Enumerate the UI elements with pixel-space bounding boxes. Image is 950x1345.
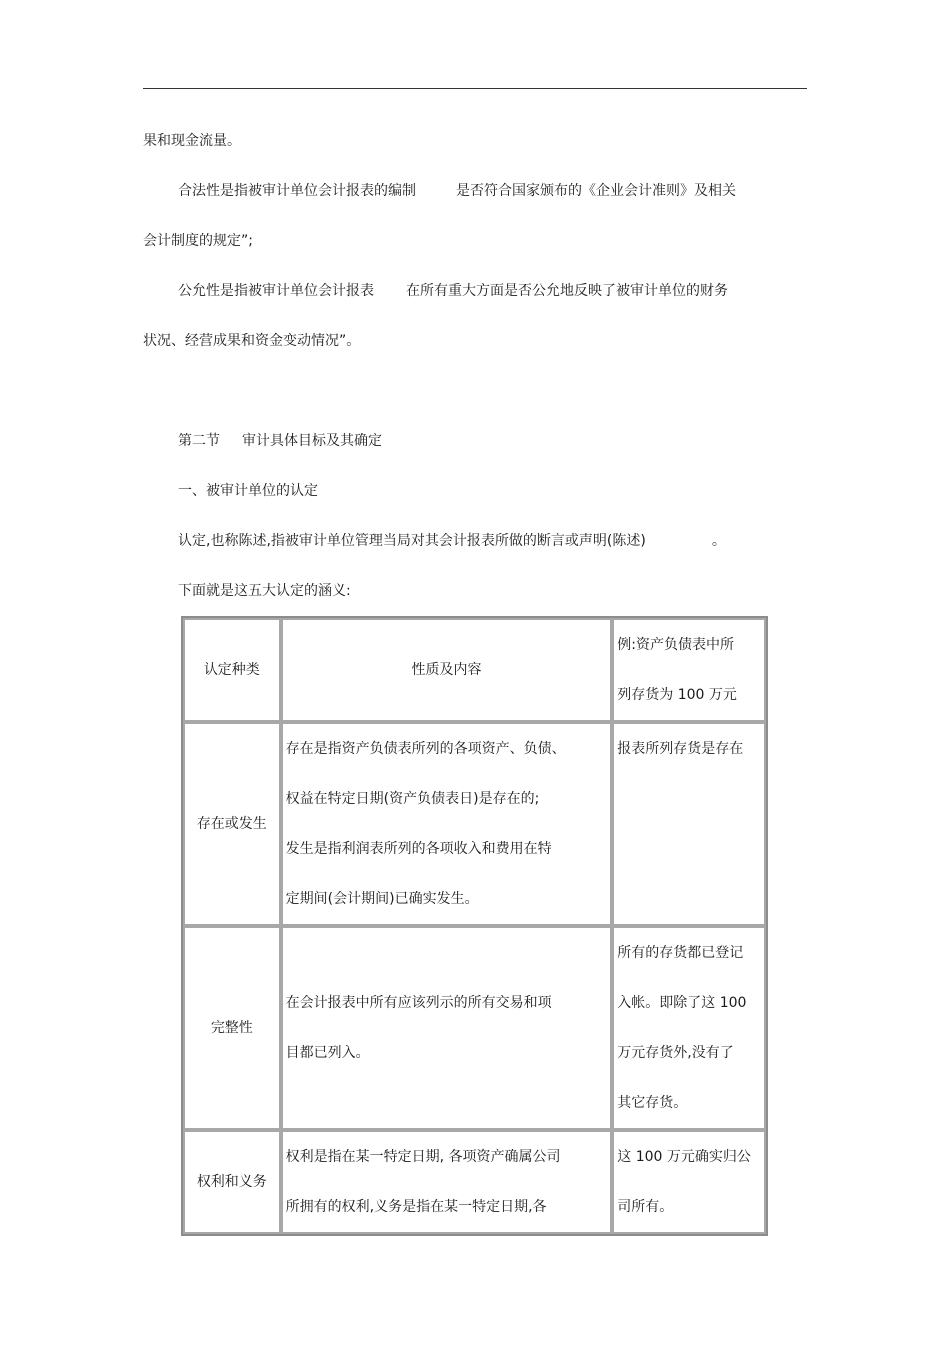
paragraph-intro: 下面就是这五大认定的涵义: xyxy=(178,583,351,599)
row-content: 权利是指在某一特定日期, 各项资产确属公司 所拥有的权利,义务是指在某一特定日期,各 xyxy=(281,1130,613,1234)
assertions-table xyxy=(181,616,768,1236)
row-category: 存在或发生 xyxy=(183,722,281,926)
header-category: 认定种类 xyxy=(183,618,281,722)
section-heading xyxy=(178,431,382,451)
section-number: 第二节 xyxy=(178,433,220,449)
table-row xyxy=(183,1130,766,1234)
row-category: 完整性 xyxy=(183,926,281,1130)
row-content: 在会计报表中所有应该列示的所有交易和项 目都已列入。 xyxy=(281,926,613,1130)
subheading: 一、被审计单位的认定 xyxy=(178,483,318,499)
row-example: 报表所列存货是存在 xyxy=(612,722,766,926)
row-content: 存在是指资产负债表所列的各项资产、负债、 权益在特定日期(资产负债表日)是存在的; 发生是指利润表所列的各项收入和费用在特 定期间(会计期间)已确实发生。 xyxy=(281,722,613,926)
paragraph-fairness-cont: 状况、经营成果和资金变动情况”。 xyxy=(143,333,361,349)
header-rule xyxy=(143,88,807,89)
paragraph-legality: 合法性是指被审计单位会计报表的编制 是否符合国家颁布的《企业会计准则》及相关 xyxy=(178,183,736,199)
paragraph-fairness: 公允性是指被审计单位会计报表 在所有重大方面是否公允地反映了被审计单位的财务 xyxy=(178,283,728,299)
header-content: 性质及内容 xyxy=(281,618,613,722)
row-category: 权利和义务 xyxy=(183,1130,281,1234)
table-header-row xyxy=(183,618,766,722)
paragraph-assertion-def: 认定,也称陈述,指被审计单位管理当局对其会计报表所做的断言或声明(陈述) 。 xyxy=(178,533,726,549)
header-example: 例:资产负债表中所 列存货为 100 万元 xyxy=(612,618,766,722)
table-row xyxy=(183,926,766,1130)
paragraph-legality-cont: 会计制度的规定”; xyxy=(143,233,253,249)
section-title: 审计具体目标及其确定 xyxy=(242,433,382,449)
row-example: 所有的存货都已登记 入帐。即除了这 100 万元存货外,没有了 其它存货。 xyxy=(612,926,766,1130)
row-example: 这 100 万元确实归公 司所有。 xyxy=(612,1130,766,1234)
table-row xyxy=(183,722,766,926)
paragraph-1: 果和现金流量。 xyxy=(143,133,241,149)
